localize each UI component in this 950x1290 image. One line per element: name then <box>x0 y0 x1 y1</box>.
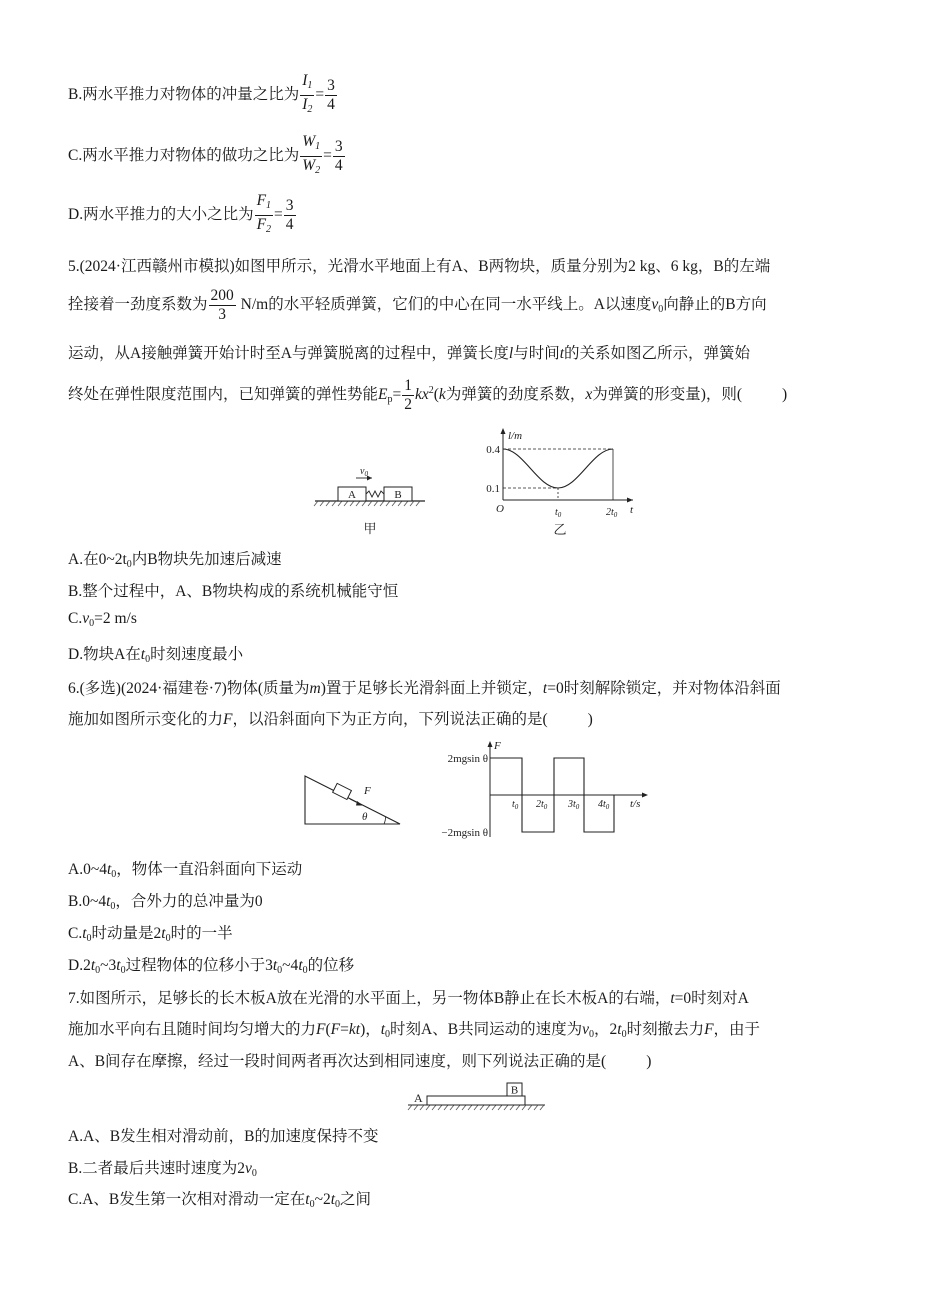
l-t-curve <box>503 449 613 488</box>
q6-option-c[interactable]: $C.t_0$时动量是$2t_0$时的一半 <box>68 925 233 944</box>
t-axis-label: t <box>630 504 634 516</box>
q7-stem-line-1: 7.如图所示，足够长的长木板A放在光滑的水平面上，另一物体B静止在长木板A的右端，t=0时刻对A <box>68 990 749 1007</box>
t-axis-arrow <box>627 498 633 503</box>
tick-3t0: $3t_0$ <box>568 799 580 811</box>
fraction: $\frac{W_1}{W_2}$ <box>302 133 321 176</box>
f-axis-label: F <box>494 740 501 752</box>
q4-option-c[interactable]: C.两水平推力对物体的做功之比为 $\frac{W_1}{W_2}$ = $\frac{3}{4}$ <box>68 133 346 180</box>
figure-caption: 乙 <box>553 522 567 537</box>
fraction: $\frac{1}{2}$ <box>404 377 412 413</box>
ground-hatching <box>408 1105 544 1110</box>
fraction: $\frac{3}{4}$ <box>327 77 335 113</box>
origin-label: O <box>496 503 504 515</box>
q5-figure-yi <box>478 422 648 540</box>
block-b-label: B <box>394 489 402 501</box>
q7-stem-line-2: 施加水平向右且随时间均匀增大的力F(F=kt)，$t_0$时刻A、B共同运动的速度为$v_0$，$2t_0$时刻撤去力F，由于 <box>68 1021 761 1040</box>
tick-positive: 2mgsin θ <box>447 753 488 765</box>
spring <box>366 491 384 497</box>
t-axis-label: t/s <box>630 798 641 810</box>
q6-option-d[interactable]: $D.2t_0\sim 3t_0$过程物体的位移小于$3t_0\sim 4t_0$的位移 <box>68 957 355 976</box>
q5-option-a[interactable]: A.在$0\sim 2t_0$内B物块先加速后减速 <box>68 551 282 570</box>
block-on-incline <box>333 783 352 799</box>
l-axis-label: l/m <box>508 430 523 442</box>
ground-hatching <box>314 501 420 506</box>
tick-t0: $t_0$ <box>555 507 562 519</box>
tick-0.4: 0.4 <box>486 444 500 456</box>
q7-figure <box>405 1078 550 1114</box>
q5-stem-line-2: 拴接着一劲度系数为 $\frac{200}{3}$ N/m的水平轻质弹簧，它们的中心在同一水平线上。A以速度$v_0$向静止的B方向 <box>68 287 767 323</box>
board-a-label: A <box>414 1091 423 1105</box>
q4-option-d[interactable]: D.两水平推力的大小之比为 $\frac{F_1}{F_2}$ = $\frac{3}{4}$ <box>68 192 297 239</box>
l-axis-arrow <box>501 428 506 434</box>
q5-figure-jia <box>310 458 430 538</box>
tick-4t0: $4t_0$ <box>598 799 610 811</box>
q5-stem-line-3: 运动，从A接触弹簧开始计时至A与弹簧脱离的过程中，弹簧长度l与时间t的关系如图乙所示，弹簧始 <box>68 345 751 362</box>
q6-stem-line-2: 施加如图所示变化的力F，以沿斜面向下为正方向，下列说法正确的是( ) <box>68 711 593 728</box>
fraction: $\frac{I_1}{I_2}$ <box>302 72 313 115</box>
block-a-label: A <box>348 489 356 501</box>
q4-option-b[interactable]: B.两水平推力对物体的冲量之比为 $\frac{I_1}{I_2}$ = $\frac{3}{4}$ <box>68 72 338 119</box>
q6-stem-line-1: 6.(多选)(2024·福建卷·7)物体(质量为m)置于足够长光滑斜面上并锁定，t=0时刻解除锁定，并对物体沿斜面 <box>68 680 781 697</box>
q6-option-a[interactable]: $A.0\sim 4t_0$，物体一直沿斜面向下运动 <box>68 861 303 880</box>
tick-0.1: 0.1 <box>486 483 500 495</box>
fraction: $\frac{F_1}{F_2}$ <box>256 192 272 235</box>
q5-stem-line-4: 终处在弹性限度范围内，已知弹簧的弹性势能$E_p=$ $\frac{1}{2}$ $kx^2(k$为弹簧的劲度系数，x为弹簧的形变量)，则( ) <box>68 377 788 413</box>
tick-t0: $t_0$ <box>512 799 519 811</box>
q6-option-b[interactable]: $B.0\sim 4t_0$，合外力的总冲量为0 <box>68 893 263 912</box>
tick-2t0: $2t_0$ <box>606 507 618 519</box>
angle-arc <box>384 817 386 825</box>
fraction: $\frac{3}{4}$ <box>334 138 343 174</box>
v0-label: $v_0$ <box>360 466 368 478</box>
tick-2t0: $2t_0$ <box>536 799 548 811</box>
q7-option-a[interactable]: A.A、B发生相对滑动前，B的加速度保持不变 <box>68 1128 379 1145</box>
tick-negative: −2mgsin θ <box>441 827 488 839</box>
q5-option-d[interactable]: D.物块A在$t_0$时刻速度最小 <box>68 646 244 665</box>
q7-option-b[interactable]: B.二者最后共速时速度为$2v_0$ <box>68 1160 257 1179</box>
q6-force-time-graph <box>418 737 658 843</box>
q7-stem-line-3: A、B间存在摩擦，经过一段时间两者再次达到相同速度，则下列说法正确的是( ) <box>68 1053 652 1070</box>
q5-option-c[interactable]: $C.v_0=2$ m/s <box>68 610 137 629</box>
t-axis-arrow <box>642 793 648 798</box>
figure-caption: 甲 <box>363 521 377 536</box>
force-label: F <box>364 785 371 797</box>
board-a <box>427 1096 525 1105</box>
q5-option-b[interactable]: B.整个过程中，A、B物块构成的系统机械能守恒 <box>68 583 399 600</box>
theta-label: θ <box>362 811 368 823</box>
f-axis-arrow <box>488 741 493 747</box>
block-b-label: B <box>510 1084 519 1097</box>
force-arrowhead <box>356 801 363 806</box>
q7-option-c[interactable]: C.A、B发生第一次相对滑动一定在$t_0\sim 2t_0$之间 <box>68 1191 372 1210</box>
q5-stem-line-1: 5.(2024·江西赣州市模拟)如图甲所示，光滑水平地面上有A、B两物块，质量分别为2 kg、6 kg，B的左端 <box>68 258 771 275</box>
fraction: $\frac{3}{4}$ <box>285 197 294 233</box>
fraction: $\frac{200}{3}$ <box>210 287 234 323</box>
q6-incline-figure <box>300 772 410 828</box>
